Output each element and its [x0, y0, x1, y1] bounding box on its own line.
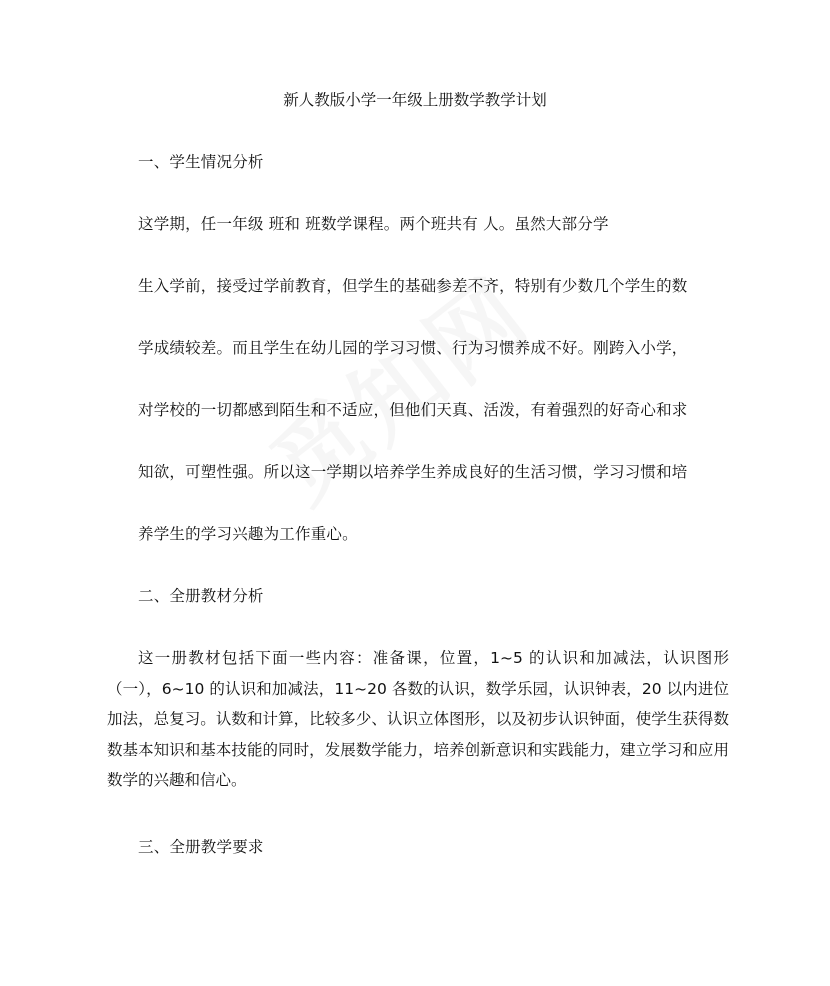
paragraph-line: 知欲，可塑性强。所以这一学期以培养学生养成良好的生活习惯，学习习惯和培	[138, 463, 688, 481]
paragraph-line: 学成绩较差。而且学生在幼儿园的学习习惯、行为习惯养成不好。刚跨入小学，	[138, 339, 688, 357]
paragraph-line: 对学校的一切都感到陌生和不适应，但他们天真、活泼，有着强烈的好奇心和求	[138, 401, 688, 419]
section-2-paragraph: 这一册教材包括下面一些内容：准备课，位置，1~5 的认识和加减法，认识图形（一），6~10 的认识和加减法，11~20 各数的认识，数学乐园，认识钟表，20 以内进位加法，总复习。认数和计算，比较多少、认识立体图形，以及初步认识钟面，使学生获得数数基本知识和基本技能的同时，发展数学能力，培养创新意识和实践能力，建立学习和应用数学的兴趣和信心。	[107, 649, 729, 789]
section-heading-2: 二、全册教材分析	[138, 587, 264, 605]
section-heading-3: 三、全册教学要求	[138, 838, 264, 856]
paragraph-line: 这学期，任一年级 班和 班数学课程。两个班共有 人。虽然大部分学	[138, 215, 609, 233]
paragraph-line: 养学生的学习兴趣为工作重心。	[138, 525, 358, 543]
section-heading-1: 一、学生情况分析	[138, 153, 264, 171]
paragraph-line: 生入学前，接受过学前教育，但学生的基础参差不齐，特别有少数几个学生的数	[138, 277, 688, 295]
document-title: 新人教版小学一年级上册数学教学计划	[283, 91, 547, 109]
